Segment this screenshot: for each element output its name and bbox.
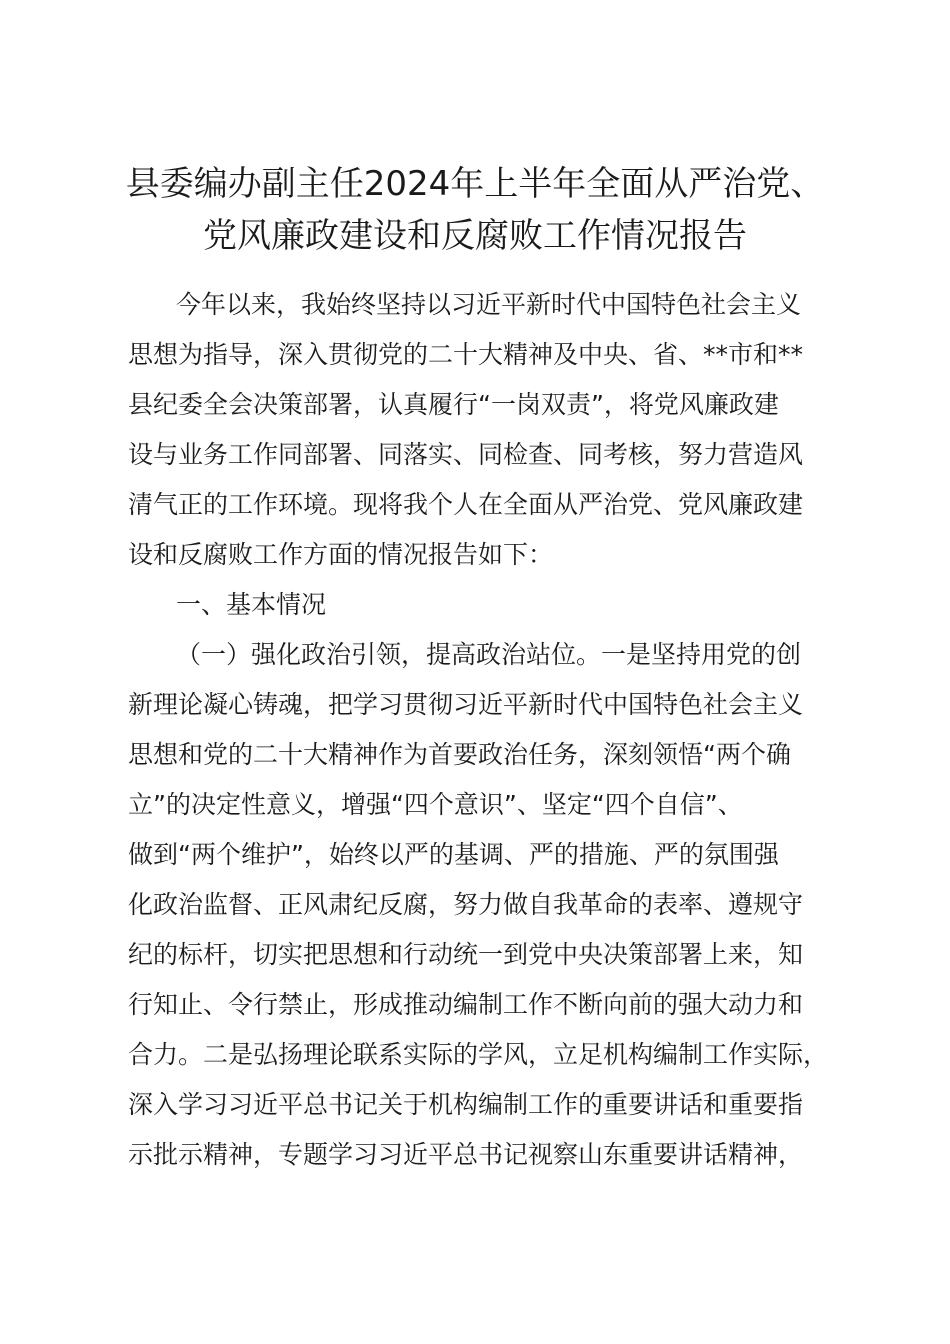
paragraph-1-line-5: 做到“两个维护”，始终以严的基调、严的措施、严的氛围强 — [128, 840, 779, 869]
paragraph-1-line-8: 行知止、令行禁止，形成推动编制工作不断向前的强大动力和 — [128, 990, 804, 1019]
document-body — [128, 280, 832, 1180]
paragraph-intro-line-6: 设和反腐败工作方面的情况报告如下： — [128, 540, 554, 569]
paragraph-intro-line-4: 设与业务工作同部署、同落实、同检查、同考核，努力营造风 — [128, 440, 804, 469]
paragraph-intro-line-3: 县纪委全会决策部署，认真履行“一岗双责”，将党风廉政建 — [128, 390, 779, 419]
section-heading: 一、基本情况 — [176, 590, 327, 619]
paragraph-1-line-2: 新理论凝心铸魂，把学习贯彻习近平新时代中国特色社会主义 — [128, 690, 804, 719]
document-title — [0, 158, 950, 262]
paragraph-1-line-1: （一）强化政治引领，提高政治站位。一是坚持用党的创 — [176, 640, 802, 669]
paragraph-1-line-4: 立”的决定性意义，增强“四个意识”、坚定“四个自信”、 — [128, 790, 743, 819]
paragraph-1-line-9: 合力。二是弘扬理论联系实际的学风，立足机构编制工作实际， — [128, 1040, 829, 1069]
paragraph-1-line-11: 示批示精神，专题学习习近平总书记视察山东重要讲话精神， — [128, 1140, 804, 1169]
paragraph-intro-line-2: 思想为指导，深入贯彻党的二十大精神及中央、省、**市和** — [128, 340, 804, 369]
paragraph-1-line-3: 思想和党的二十大精神作为首要政治任务，深刻领悟“两个确 — [128, 740, 791, 769]
title-line-1: 县委编办副主任2024年上半年全面从严治党、 — [125, 164, 825, 204]
paragraph-intro-line-1: 今年以来，我始终坚持以习近平新时代中国特色社会主义 — [176, 290, 802, 319]
paragraph-intro-line-5: 清气正的工作环境。现将我个人在全面从严治党、党风廉政建 — [128, 490, 804, 519]
title-line-2: 党风廉政建设和反腐败工作情况报告 — [203, 216, 747, 256]
paragraph-1-line-7: 纪的标杆，切实把思想和行动统一到党中央决策部署上来，知 — [128, 940, 804, 969]
paragraph-1-line-6: 化政治监督、正风肃纪反腐，努力做自我革命的表率、遵规守 — [128, 890, 804, 919]
paragraph-1-line-10: 深入学习习近平总书记关于机构编制工作的重要讲话和重要指 — [128, 1090, 804, 1119]
